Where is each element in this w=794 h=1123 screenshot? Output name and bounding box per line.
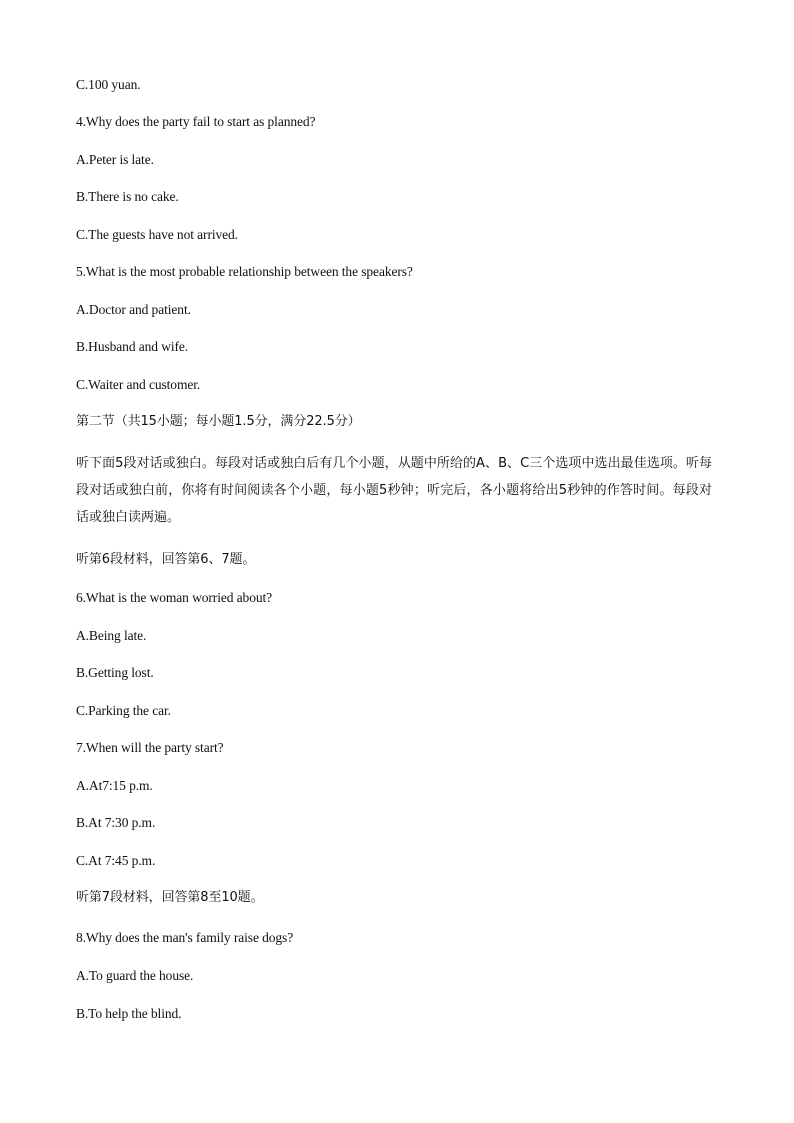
q8-option-a: A.To guard the house.: [76, 968, 194, 983]
q7-option-a: A.At7:15 p.m.: [76, 778, 153, 793]
material-7-heading: 听第7段材料，回答第8至10题。: [76, 890, 264, 905]
q7-option-b: B.At 7:30 p.m.: [76, 815, 156, 830]
q3-option-c: C.100 yuan.: [76, 77, 141, 92]
q5-option-b: B.Husband and wife.: [76, 339, 189, 354]
q4-option-a: A.Peter is late.: [76, 152, 154, 167]
q5-option-c: C.Waiter and customer.: [76, 377, 201, 392]
section-two-heading: 第二节（共15小题；每小题1.5分，满分22.5分）: [76, 414, 361, 429]
q7-question: 7.When will the party start?: [76, 740, 224, 755]
section-two-instructions: 听下面5段对话或独白。每段对话或独白后有几个小题，从题中所给的A、B、C三个选项中选出最佳选项。听每段对话或独白前，你将有时间阅读各个小题，每小题5秒钟；听完后，各小题将给出5秒钟的作答时间。每段对话或独白读两遍。: [76, 456, 712, 525]
q6-question: 6.What is the woman worried about?: [76, 590, 273, 605]
q6-option-b: B.Getting lost.: [76, 665, 154, 680]
q8-option-b: B.To help the blind.: [76, 1006, 182, 1021]
q8-question: 8.Why does the man's family raise dogs?: [76, 930, 294, 945]
q4-option-c: C.The guests have not arrived.: [76, 227, 238, 242]
q6-option-a: A.Being late.: [76, 628, 147, 643]
q4-option-b: B.There is no cake.: [76, 189, 179, 204]
q4-question: 4.Why does the party fail to start as planned?: [76, 114, 316, 129]
material-6-heading: 听第6段材料，回答第6、7题。: [76, 552, 256, 567]
q5-option-a: A.Doctor and patient.: [76, 302, 191, 317]
q6-option-c: C.Parking the car.: [76, 703, 171, 718]
q7-option-c: C.At 7:45 p.m.: [76, 853, 156, 868]
q5-question: 5.What is the most probable relationship between the speakers?: [76, 264, 413, 279]
